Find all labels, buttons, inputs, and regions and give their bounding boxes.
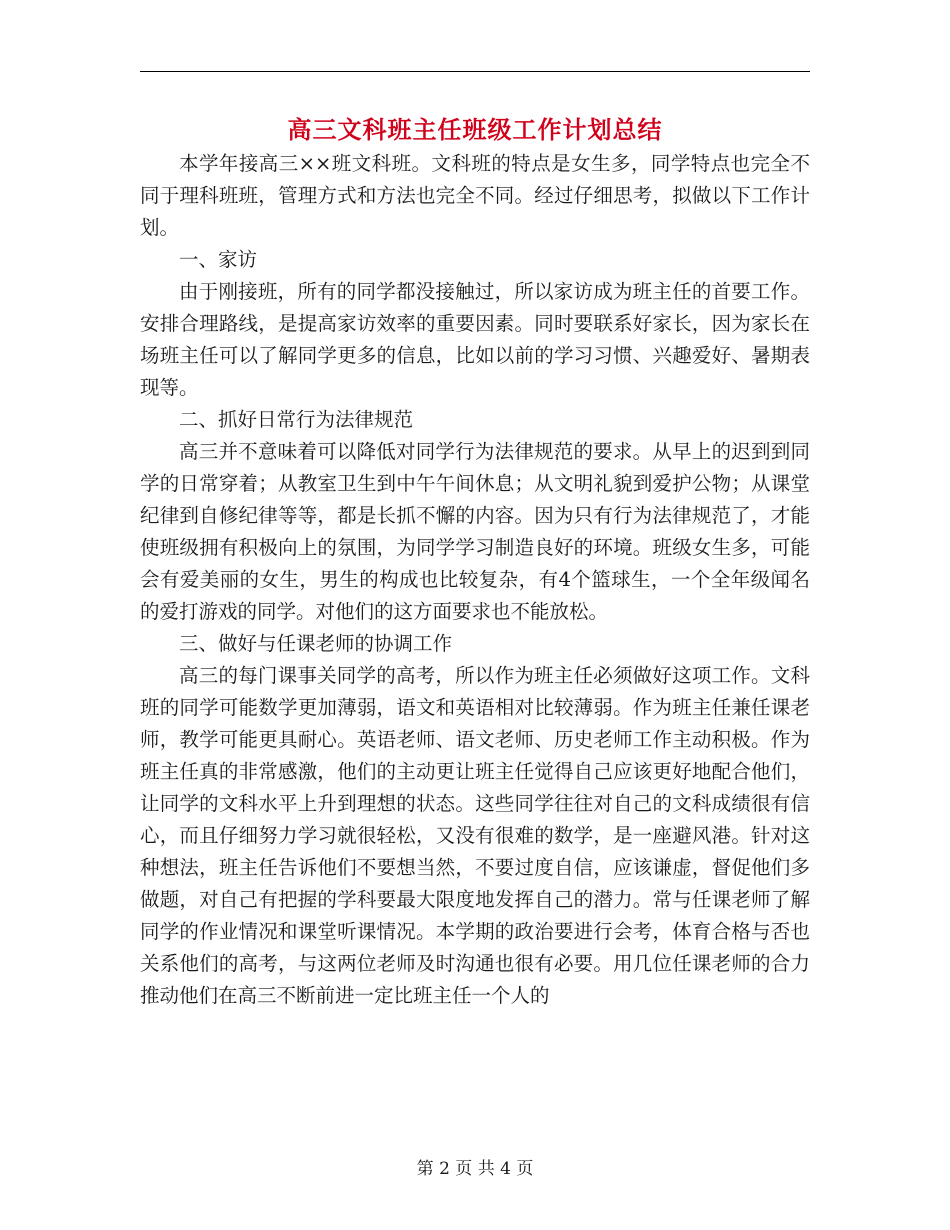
page-footer: 第 2 页 共 4 页 (416, 1159, 534, 1179)
paragraph-intro: 本学年接高三××班文科班。文科班的特点是女生多，同学特点也完全不同于理科班班，管理方式和方法也完全不同。经过仔细思考，拟做以下工作计划。 (140, 152, 810, 239)
paragraph-behavior-norms: 高三并不意味着可以降低对同学行为法律规范的要求。从早上的迟到到同学的日常穿着；从教室卫生到中午午间休息；从文明礼貌到爱护公物；从课堂纪律到自修纪律等等，都是长抓不懈的内容。因为只有行为法律规范了，才能使班级拥有积极向上的氛围，为同学学习制造良好的环境。班级女生多，可能会有爱美丽的女生，男生的构成也比较复杂，有4个篮球生，一个全年级闻名的爱打游戏的同学。对他们的这方面要求也不能放松。 (140, 440, 810, 623)
document-body (140, 148, 810, 1012)
section-heading-home-visit: 一、家访 (179, 248, 258, 271)
document-title: 高三文科班主任班级工作计划总结 (287, 115, 663, 144)
section-heading-behavior-norms: 二、抓好日常行为法律规范 (179, 408, 414, 431)
header-rule (140, 71, 810, 72)
paragraph-teacher-coordination: 高三的每门课事关同学的高考，所以作为班主任必须做好这项工作。文科班的同学可能数学更加薄弱，语文和英语相对比较薄弱。作为班主任兼任课老师，教学可能更具耐心。英语老师、语文老师、历史老师工作主动积极。作为班主任真的非常感激，他们的主动更让班主任觉得自己应该更好地配合他们，让同学的文科水平上升到理想的状态。这些同学往往对自己的文科成绩很有信心，而且仔细努力学习就很轻松，又没有很难的数学，是一座避风港。针对这种想法，班主任告诉他们不要想当然，不要过度自信，应该谦虚，督促他们多做题，对自己有把握的学科要最大限度地发挥自己的潜力。常与任课老师了解同学的作业情况和课堂听课情况。本学期的政治要进行会考，体育合格与否也关系他们的高考，与这两位老师及时沟通也很有必要。用几位任课老师的合力推动他们在高三不断前进一定比班主任一个人的 (140, 664, 810, 1007)
paragraph-home-visit: 由于刚接班，所有的同学都没接触过，所以家访成为班主任的首要工作。安排合理路线，是提高家访效率的重要因素。同时要联系好家长，因为家长在场班主任可以了解同学更多的信息，比如以前的学习习惯、兴趣爱好、暑期表现等。 (140, 280, 810, 399)
section-heading-teacher-coordination: 三、做好与任课老师的协调工作 (179, 632, 453, 655)
